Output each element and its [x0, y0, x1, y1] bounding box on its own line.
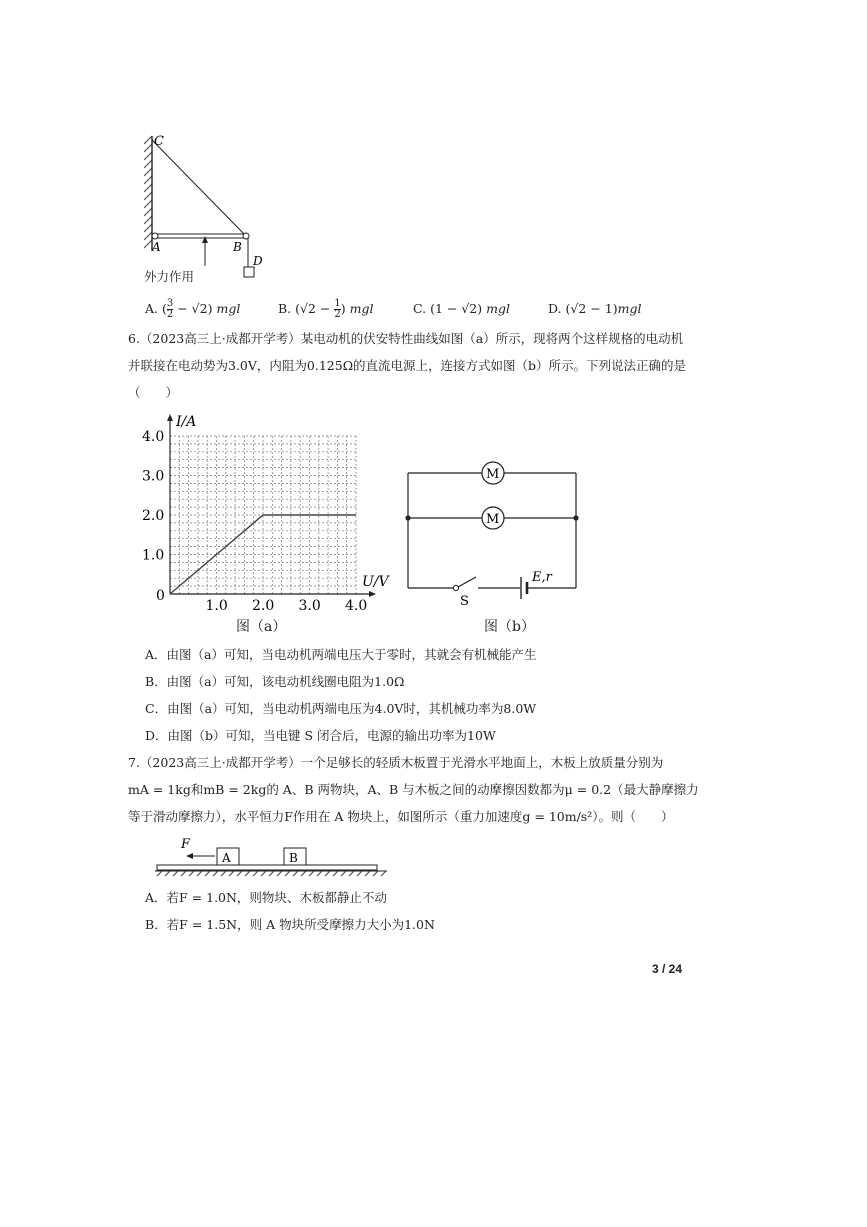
circuit-diagram: [400, 455, 585, 609]
block-b-label: B: [289, 851, 298, 865]
q6-option-c[interactable]: C．由图（a）可知，当电动机两端电压为4.0V时，其机械功率为8.0W: [145, 701, 537, 716]
circuit-caption: 图（b）: [484, 619, 535, 635]
y-tick-label: 2.0: [142, 508, 165, 524]
q7-option-b[interactable]: B．若F = 1.5N，则 A 物块所受摩擦力大小为1.0N: [145, 917, 435, 932]
q7-stem-line3: 等于滑动摩擦力），水平恒力F作用在 A 物块上，如图所示（重力加速度g = 10m/s²）。则（ ）: [128, 809, 674, 824]
q6-option-b[interactable]: B．由图（a）可知，该电动机线圈电阻为1.0Ω: [145, 674, 405, 689]
switch-s: [453, 585, 458, 590]
q6-stem-line1: 6.（2023高三上·成都开学考）某电动机的伏安特性曲线如图（a）所示，现将两个这样规格的电动机: [128, 331, 684, 346]
force-label: F: [181, 837, 191, 852]
x-axis-label: U/V: [362, 574, 389, 590]
y-tick-label: 3.0: [142, 468, 165, 485]
q5-option-d[interactable]: D. (√2 − 1)mgl: [548, 301, 642, 316]
q5-option-c[interactable]: C. (1 − √2) mgl: [413, 301, 510, 316]
q7-stem-line1: 7.（2023高三上·成都开学考）一个足够长的轻质木板置于光滑水平地面上，木板上放质量分别为: [128, 755, 664, 770]
block-a-label: A: [222, 851, 231, 865]
source-label: E,r: [532, 570, 552, 585]
switch-label: S: [460, 594, 469, 609]
motor-2-label: M: [486, 512, 500, 527]
hinge-a: [152, 233, 158, 239]
q6-stem-line3: （ ）: [128, 385, 179, 400]
q5-option-b[interactable]: B. (√2 − $\frac{1}{2}$ ) mgl: [278, 298, 374, 320]
q6-option-a[interactable]: A．由图（a）可知，当电动机两端电压大于零时，其就会有机械能产生: [145, 647, 537, 662]
iv-chart: [140, 408, 389, 618]
x-tick-label: 4.0: [345, 598, 368, 614]
y-tick-label: 4.0: [142, 429, 165, 445]
label-c: C: [154, 134, 164, 149]
string-cb: [152, 140, 246, 236]
page-number: 3 / 24: [652, 962, 683, 976]
q6-stem-line2: 并联接在电动势为3.0V，内阻为0.125Ω的直流电源上，连接方式如图（b）所示。下列说法正确的是: [128, 358, 687, 373]
origin-label: 0: [156, 588, 165, 604]
q5-option-a[interactable]: A. ( $\frac{3}{2}$ − √2) mgl: [145, 298, 241, 320]
y-tick-label: 1.0: [142, 547, 165, 564]
wall-hatching: [144, 136, 152, 248]
motor-1-label: M: [486, 467, 500, 482]
x-tick-label: 3.0: [298, 598, 321, 614]
q5-figure: [130, 128, 280, 288]
x-tick-label: 1.0: [205, 598, 228, 614]
board: [157, 865, 377, 870]
y-axis-arrow: [167, 414, 173, 421]
label-b: B: [233, 240, 242, 254]
q7-option-a[interactable]: A．若F = 1.0N，则物块、木板都静止不动: [145, 890, 387, 905]
label-a: A: [152, 240, 161, 254]
q7-stem-line2: mA = 1kg和mB = 2kg的 A、B 两物块，A、B 与木板之间的动摩擦因数都为μ = 0.2（最大静摩擦力: [128, 782, 699, 797]
x-tick-label: 2.0: [252, 598, 275, 614]
q7-figure: [155, 836, 395, 876]
x-axis-arrow: [369, 591, 376, 597]
chart-caption: 图（a）: [236, 619, 287, 635]
ground-hatching: [157, 871, 386, 876]
y-axis-label: I/A: [176, 414, 197, 430]
label-d: D: [253, 254, 263, 268]
q6-option-d[interactable]: D．由图（b）可知，当电键 S 闭合后，电源的输出功率为10W: [145, 728, 496, 743]
weight-d: [244, 267, 254, 277]
force-note: 外力作用: [144, 269, 195, 284]
